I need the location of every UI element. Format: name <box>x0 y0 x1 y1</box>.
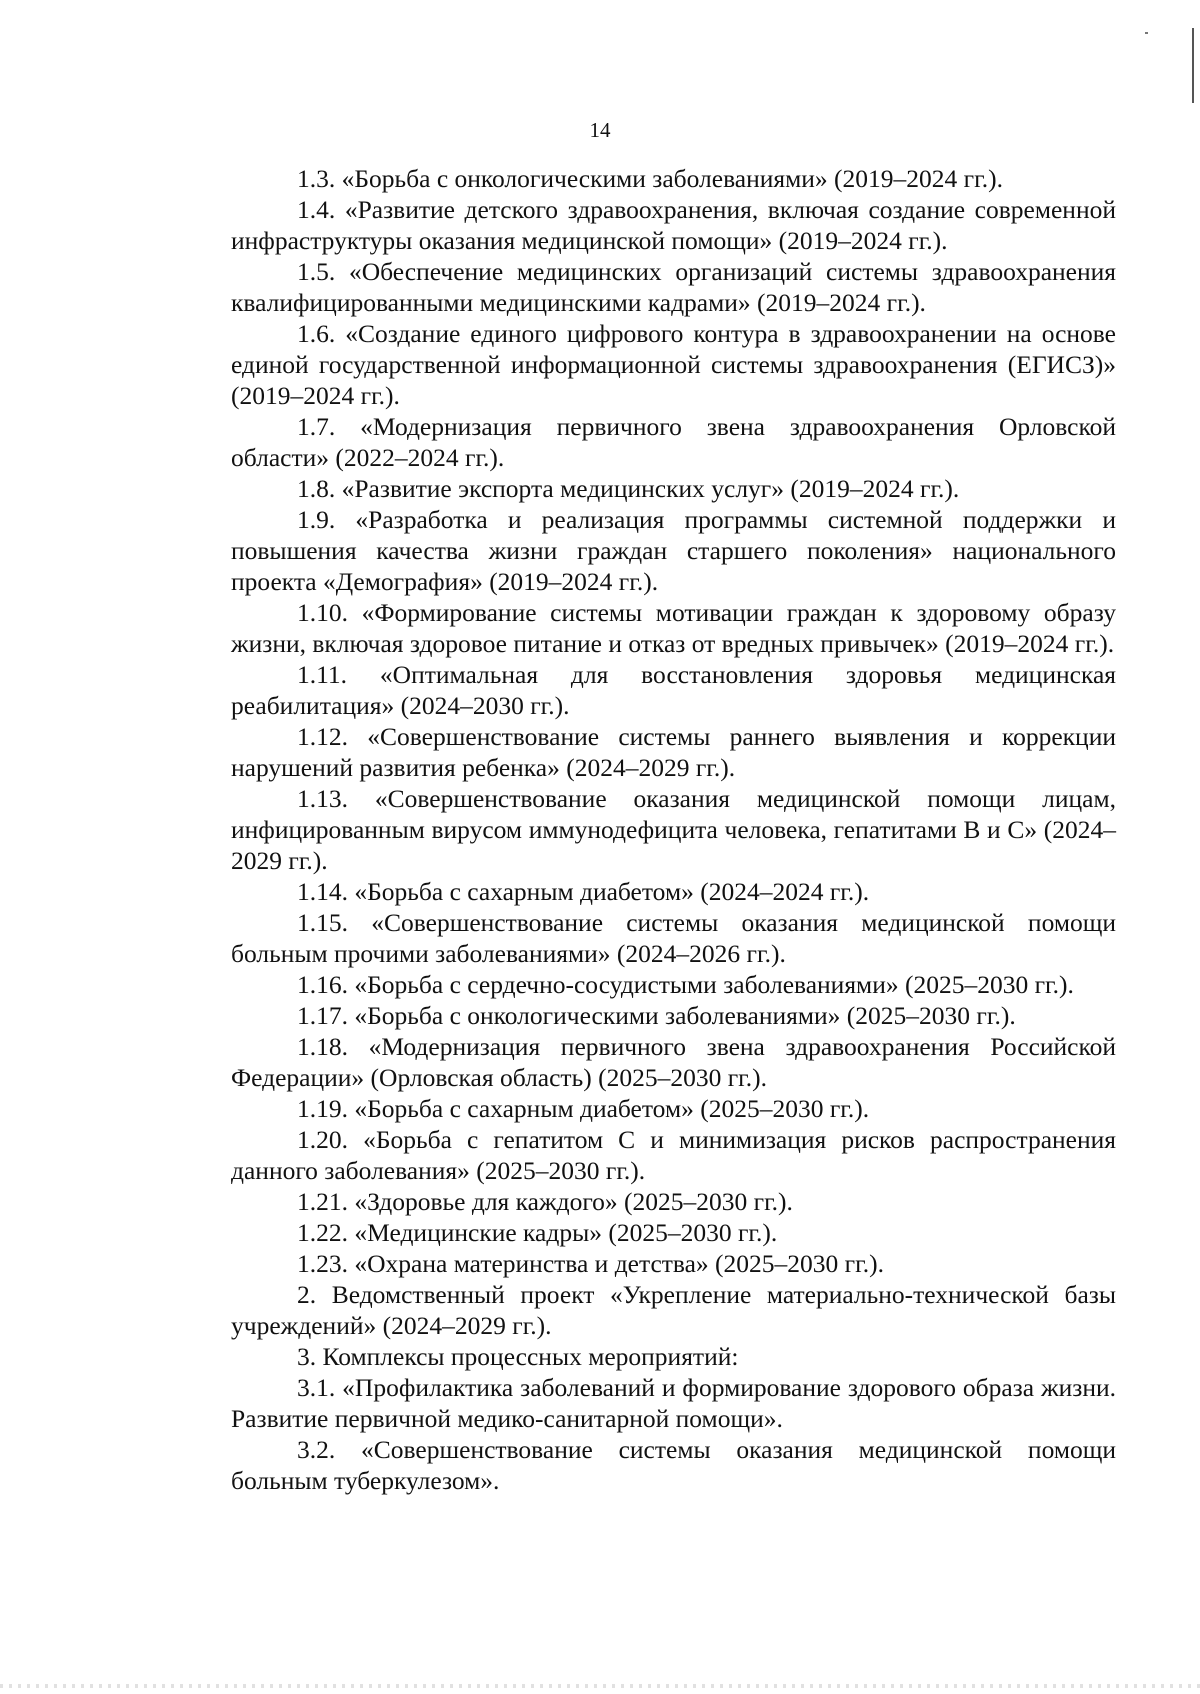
paragraph-1-16: 1.16. «Борьба с сердечно-сосудистыми заболеваниями» (2025–2030 гг.). <box>297 970 1074 999</box>
paragraph-2: 2. Ведомственный проект «Укрепление материально-технической базы учреждений» (2024–2029 гг.). <box>231 1280 1116 1340</box>
paragraph-3: 3. Комплексы процессных мероприятий: <box>297 1342 739 1371</box>
scan-speck <box>1145 32 1148 34</box>
paragraph-1-12: 1.12. «Совершенствование системы раннего выявления и коррекции нарушений развития ребенка» (2024–2029 гг.). <box>231 722 1116 782</box>
paragraph-1-7: 1.7. «Модернизация первичного звена здравоохранения Орловской области» (2022–2024 гг.). <box>231 412 1116 472</box>
paragraph-1-19: 1.19. «Борьба с сахарным диабетом» (2025–2030 гг.). <box>297 1094 870 1123</box>
document-body <box>231 163 1116 1496</box>
paragraph-1-17: 1.17. «Борьба с онкологическими заболеваниями» (2025–2030 гг.). <box>297 1001 1016 1030</box>
scan-edge-mark <box>1192 28 1194 103</box>
paragraph-1-18: 1.18. «Модернизация первичного звена здравоохранения Российской Федерации» (Орловская область) (2025–2030 гг.). <box>231 1032 1116 1092</box>
paragraph-1-4: 1.4. «Развитие детского здравоохранения, включая создание современной инфраструктуры оказания медицинской помощи» (2019–2024 гг.). <box>231 195 1116 255</box>
paragraph-3-1: 3.1. «Профилактика заболеваний и формирование здорового образа жизни. Развитие первичной медико-санитарной помощи». <box>231 1373 1116 1433</box>
paragraph-1-10: 1.10. «Формирование системы мотивации граждан к здоровому образу жизни, включая здоровое питание и отказ от вредных привычек» (2019–2024 гг.). <box>231 598 1116 658</box>
paragraph-1-3: 1.3. «Борьба с онкологическими заболеваниями» (2019–2024 гг.). <box>297 164 1003 193</box>
paragraph-1-14: 1.14. «Борьба с сахарным диабетом» (2024–2024 гг.). <box>297 877 870 906</box>
page-number: 14 <box>589 118 611 142</box>
paragraph-1-15: 1.15. «Совершенствование системы оказания медицинской помощи больным прочими заболеваниями» (2024–2026 гг.). <box>231 908 1116 968</box>
paragraph-1-23: 1.23. «Охрана материнства и детства» (2025–2030 гг.). <box>297 1249 884 1278</box>
paragraph-1-21: 1.21. «Здоровье для каждого» (2025–2030 гг.). <box>297 1187 793 1216</box>
paragraph-1-11: 1.11. «Оптимальная для восстановления здоровья медицинская реабилитация» (2024–2030 гг.). <box>231 660 1116 720</box>
paragraph-1-6: 1.6. «Создание единого цифрового контура в здравоохранении на основе единой государственной информационной системы здравоохранения (ЕГИСЗ)» (2019–2024 гг.). <box>231 319 1116 410</box>
paragraph-1-5: 1.5. «Обеспечение медицинских организаций системы здравоохранения квалифицированными медицинскими кадрами» (2019–2024 гг.). <box>231 257 1116 317</box>
paragraph-1-9: 1.9. «Разработка и реализация программы системной поддержки и повышения качества жизни граждан старшего поколения» национального проекта «Демография» (2019–2024 гг.). <box>231 505 1116 596</box>
paragraph-3-2: 3.2. «Совершенствование системы оказания медицинской помощи больным туберкулезом». <box>231 1435 1116 1495</box>
scan-bottom-noise <box>0 1684 1200 1688</box>
paragraph-1-22: 1.22. «Медицинские кадры» (2025–2030 гг.). <box>297 1218 778 1247</box>
paragraph-1-13: 1.13. «Совершенствование оказания медицинской помощи лицам, инфицированным вирусом иммунодефицита человека, гепатитами В и С» (2024–2029 гг.). <box>231 784 1116 875</box>
paragraph-1-8: 1.8. «Развитие экспорта медицинских услуг» (2019–2024 гг.). <box>297 474 960 503</box>
paragraph-1-20: 1.20. «Борьба с гепатитом С и минимизация рисков распространения данного заболевания» (2025–2030 гг.). <box>231 1125 1116 1185</box>
